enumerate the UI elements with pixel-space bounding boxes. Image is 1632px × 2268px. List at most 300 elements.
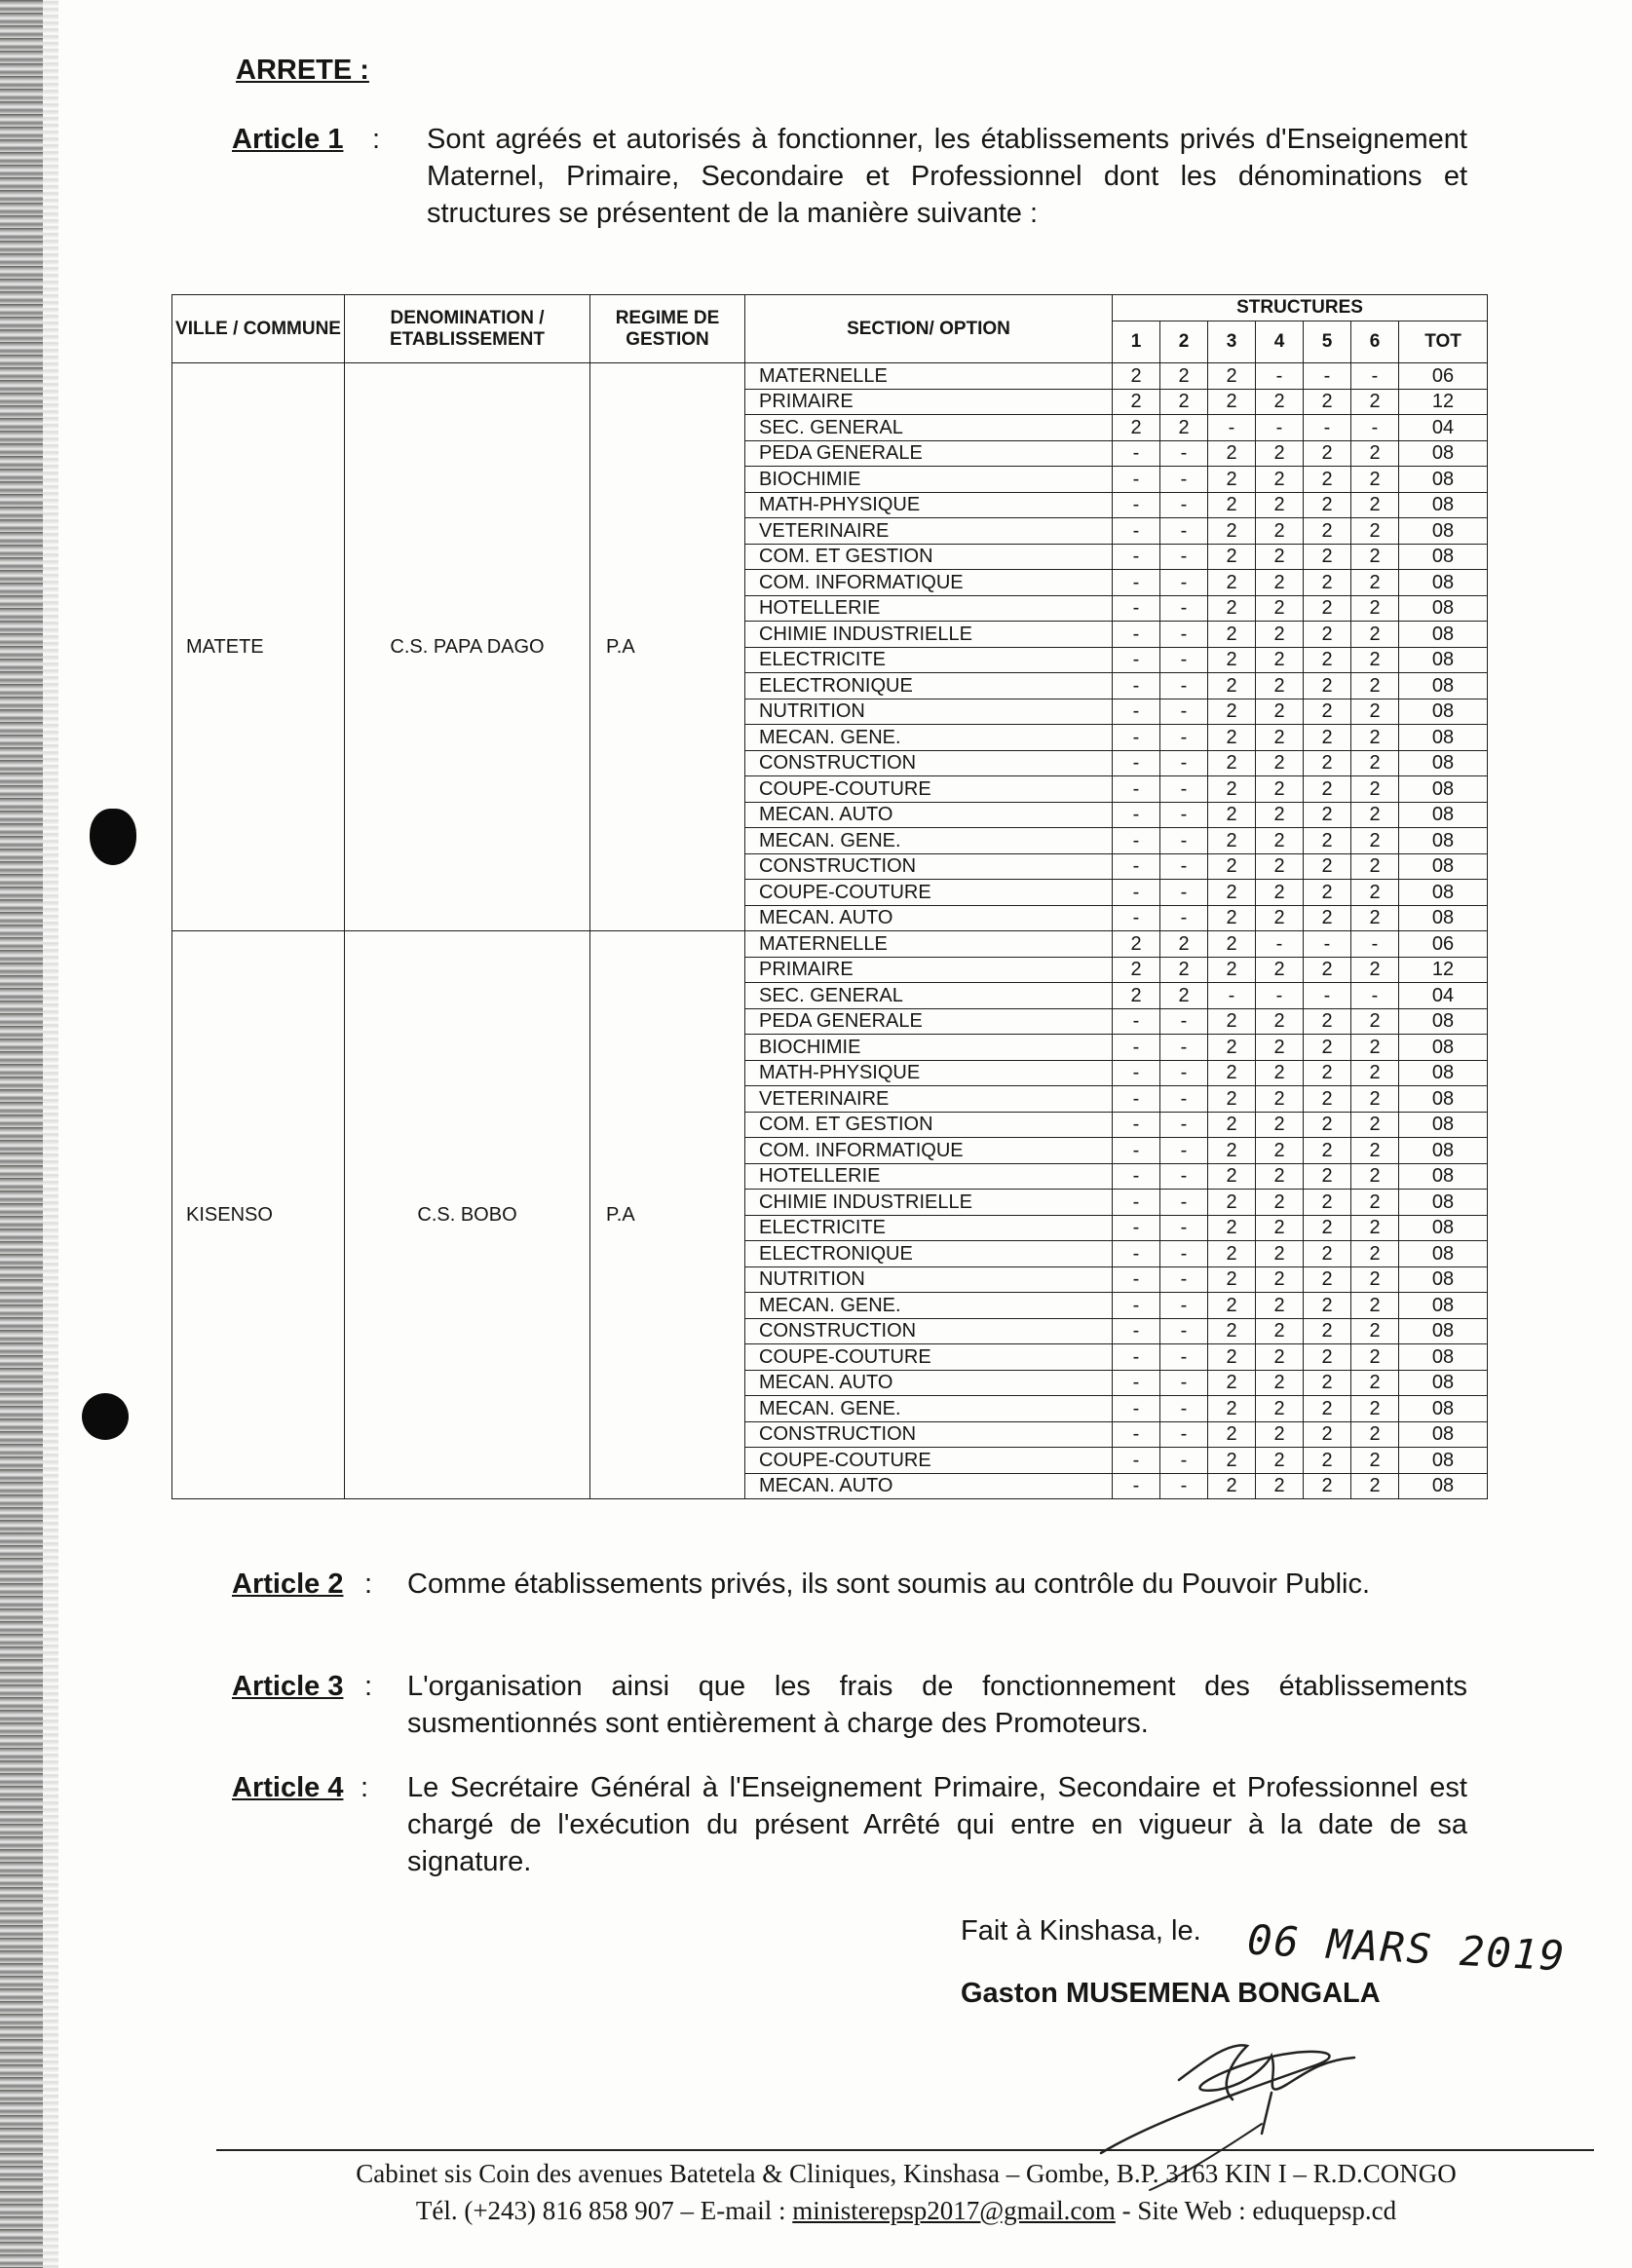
cell-structure-1: - xyxy=(1113,1035,1160,1061)
cell-structure-1: 2 xyxy=(1113,957,1160,983)
cell-structure-5: 2 xyxy=(1304,802,1351,828)
cell-section: COUPE-COUTURE xyxy=(745,880,1113,906)
cell-section: CONSTRUCTION xyxy=(745,853,1113,880)
cell-total: 08 xyxy=(1399,1008,1488,1035)
cell-structure-3: 2 xyxy=(1208,1086,1256,1113)
cell-structure-4: 2 xyxy=(1256,1318,1304,1344)
cell-structure-5: 2 xyxy=(1304,905,1351,931)
cell-structure-4: - xyxy=(1256,363,1304,390)
cell-structure-1: - xyxy=(1113,1473,1160,1499)
cell-structure-4: 2 xyxy=(1256,699,1304,725)
cell-structure-4: 2 xyxy=(1256,880,1304,906)
cell-section: MECAN. AUTO xyxy=(745,802,1113,828)
cell-section: CONSTRUCTION xyxy=(745,1318,1113,1344)
cell-structure-6: 2 xyxy=(1351,595,1399,622)
punch-hole-upper xyxy=(90,809,136,865)
cell-section: MECAN. GENE. xyxy=(745,1396,1113,1422)
cell-structure-6: 2 xyxy=(1351,1448,1399,1474)
cell-structure-1: - xyxy=(1113,725,1160,751)
cell-structure-4: 2 xyxy=(1256,750,1304,776)
cell-structure-1: - xyxy=(1113,1266,1160,1293)
cell-structure-4: 2 xyxy=(1256,647,1304,673)
cell-structure-1: - xyxy=(1113,802,1160,828)
cell-structure-4: 2 xyxy=(1256,1060,1304,1086)
cell-structure-5: 2 xyxy=(1304,725,1351,751)
cell-structure-2: 2 xyxy=(1160,957,1208,983)
cell-section: MATERNELLE xyxy=(745,363,1113,390)
cell-section: NUTRITION xyxy=(745,699,1113,725)
table-row xyxy=(172,363,1488,390)
cell-structure-5: 2 xyxy=(1304,570,1351,596)
footer-address: Cabinet sis Coin des avenues Batetela & Cliniques, Kinshasa – Gombe, B.P. 3163 KIN I – R.D.CONGO xyxy=(356,2159,1457,2188)
cell-section: PEDA GENERALE xyxy=(745,440,1113,467)
cell-structure-6: 2 xyxy=(1351,1190,1399,1216)
signer-name: Gaston MUSEMENA BONGALA xyxy=(961,1978,1381,2009)
header-denomination: DENOMINATION / ETABLISSEMENT xyxy=(345,295,590,363)
cell-structure-1: - xyxy=(1113,1344,1160,1371)
cell-structure-3: 2 xyxy=(1208,467,1256,493)
cell-structure-3: 2 xyxy=(1208,1215,1256,1241)
cell-structure-2: - xyxy=(1160,1421,1208,1448)
cell-total: 04 xyxy=(1399,415,1488,441)
header-col-6: 6 xyxy=(1351,321,1399,363)
cell-structure-4: 2 xyxy=(1256,1266,1304,1293)
cell-structure-4: 2 xyxy=(1256,544,1304,570)
cell-structure-5: 2 xyxy=(1304,1215,1351,1241)
cell-section: HOTELLERIE xyxy=(745,595,1113,622)
cell-structure-5: 2 xyxy=(1304,467,1351,493)
cell-total: 04 xyxy=(1399,983,1488,1009)
cell-structure-1: - xyxy=(1113,622,1160,648)
cell-structure-1: - xyxy=(1113,595,1160,622)
cell-structure-6: 2 xyxy=(1351,492,1399,518)
header-regime: REGIME DE GESTION xyxy=(590,295,745,363)
cell-structure-4: 2 xyxy=(1256,570,1304,596)
cell-structure-3: 2 xyxy=(1208,673,1256,699)
cell-structure-4: 2 xyxy=(1256,1344,1304,1371)
header-structures: STRUCTURES xyxy=(1113,295,1488,321)
cell-structure-4: - xyxy=(1256,931,1304,958)
cell-structure-1: - xyxy=(1113,905,1160,931)
cell-total: 08 xyxy=(1399,725,1488,751)
cell-structure-6: - xyxy=(1351,931,1399,958)
cell-section: VETERINAIRE xyxy=(745,1086,1113,1113)
cell-structure-4: - xyxy=(1256,415,1304,441)
table-row xyxy=(172,931,1488,958)
cell-structure-3: 2 xyxy=(1208,699,1256,725)
cell-structure-5: 2 xyxy=(1304,1190,1351,1216)
cell-total: 08 xyxy=(1399,570,1488,596)
cell-total: 08 xyxy=(1399,544,1488,570)
cell-structure-2: - xyxy=(1160,467,1208,493)
cell-structure-3: 2 xyxy=(1208,1266,1256,1293)
article-4-text: Le Secrétaire Général à l'Enseignement Primaire, Secondaire et Professionnel est chargé de l'exécution du présent Arrêté qui entre en vigueur à la date de sa signature. xyxy=(407,1772,1467,1877)
cell-structure-4: 2 xyxy=(1256,776,1304,803)
cell-regime: P.A xyxy=(590,931,745,1499)
cell-total: 08 xyxy=(1399,750,1488,776)
cell-section: CONSTRUCTION xyxy=(745,1421,1113,1448)
cell-structure-1: - xyxy=(1113,776,1160,803)
article-1-colon: : xyxy=(372,124,381,155)
cell-structure-5: 2 xyxy=(1304,699,1351,725)
article-3-colon: : xyxy=(364,1671,373,1702)
cell-structure-3: 2 xyxy=(1208,1112,1256,1138)
cell-section: COM. ET GESTION xyxy=(745,1112,1113,1138)
cell-structure-5: 2 xyxy=(1304,647,1351,673)
article-4-colon: : xyxy=(361,1772,369,1803)
cell-structure-6: 2 xyxy=(1351,544,1399,570)
footer-rule xyxy=(216,2149,1594,2151)
cell-structure-1: - xyxy=(1113,1370,1160,1396)
cell-structure-3: 2 xyxy=(1208,1060,1256,1086)
cell-structure-1: - xyxy=(1113,828,1160,854)
footer-contact xyxy=(195,2196,1617,2226)
cell-etablissement: C.S. PAPA DAGO xyxy=(345,363,590,931)
cell-structure-6: 2 xyxy=(1351,725,1399,751)
cell-structure-2: - xyxy=(1160,518,1208,545)
cell-structure-5: 2 xyxy=(1304,1241,1351,1267)
cell-section: SEC. GENERAL xyxy=(745,415,1113,441)
cell-section: NUTRITION xyxy=(745,1266,1113,1293)
cell-structure-3: 2 xyxy=(1208,1035,1256,1061)
cell-structure-2: - xyxy=(1160,492,1208,518)
footer-email-link[interactable]: ministerepsp2017@gmail.com xyxy=(792,2196,1116,2225)
cell-structure-6: 2 xyxy=(1351,673,1399,699)
cell-section: PRIMAIRE xyxy=(745,389,1113,415)
cell-structure-6: 2 xyxy=(1351,1112,1399,1138)
cell-structure-1: - xyxy=(1113,673,1160,699)
header-col-1: 1 xyxy=(1113,321,1160,363)
cell-total: 08 xyxy=(1399,1112,1488,1138)
cell-structure-2: - xyxy=(1160,1344,1208,1371)
cell-structure-1: - xyxy=(1113,1060,1160,1086)
cell-structure-6: 2 xyxy=(1351,1370,1399,1396)
cell-total: 06 xyxy=(1399,931,1488,958)
cell-structure-6: 2 xyxy=(1351,802,1399,828)
cell-structure-1: - xyxy=(1113,1008,1160,1035)
cell-total: 08 xyxy=(1399,467,1488,493)
cell-structure-5: 2 xyxy=(1304,492,1351,518)
cell-structure-2: - xyxy=(1160,1241,1208,1267)
cell-structure-2: - xyxy=(1160,1215,1208,1241)
cell-structure-4: 2 xyxy=(1256,1112,1304,1138)
cell-structure-3: 2 xyxy=(1208,1473,1256,1499)
cell-structure-4: 2 xyxy=(1256,1448,1304,1474)
article-2-label: Article 2 xyxy=(232,1569,344,1600)
cell-structure-6: - xyxy=(1351,415,1399,441)
cell-total: 08 xyxy=(1399,1060,1488,1086)
cell-structure-4: 2 xyxy=(1256,1241,1304,1267)
scan-edge-shadow xyxy=(0,0,43,2268)
cell-structure-6: 2 xyxy=(1351,1086,1399,1113)
cell-structure-1: - xyxy=(1113,1318,1160,1344)
cell-structure-3: 2 xyxy=(1208,1241,1256,1267)
cell-structure-5: 2 xyxy=(1304,880,1351,906)
cell-structure-2: - xyxy=(1160,1008,1208,1035)
cell-total: 08 xyxy=(1399,1293,1488,1319)
cell-structure-6: 2 xyxy=(1351,957,1399,983)
cell-structure-5: 2 xyxy=(1304,1473,1351,1499)
cell-structure-3: 2 xyxy=(1208,363,1256,390)
cell-structure-2: - xyxy=(1160,750,1208,776)
article-1-label: Article 1 xyxy=(232,124,344,155)
article-2-text: Comme établissements privés, ils sont soumis au contrôle du Pouvoir Public. xyxy=(407,1569,1371,1600)
cell-structure-4: 2 xyxy=(1256,1370,1304,1396)
cell-structure-2: - xyxy=(1160,1060,1208,1086)
cell-structure-1: - xyxy=(1113,647,1160,673)
cell-structure-6: 2 xyxy=(1351,1241,1399,1267)
cell-structure-4: 2 xyxy=(1256,1396,1304,1422)
cell-structure-2: - xyxy=(1160,544,1208,570)
cell-structure-1: - xyxy=(1113,1190,1160,1216)
cell-structure-2: - xyxy=(1160,1138,1208,1164)
cell-total: 08 xyxy=(1399,1190,1488,1216)
article-2-colon: : xyxy=(364,1569,373,1600)
cell-section: COUPE-COUTURE xyxy=(745,776,1113,803)
cell-structure-2: - xyxy=(1160,1266,1208,1293)
article-3-text: L'organisation ainsi que les frais de fonctionnement des établissements susmentionnés sont entièrement à charge des Promoteurs. xyxy=(407,1671,1467,1739)
cell-structure-1: 2 xyxy=(1113,983,1160,1009)
cell-structure-5: 2 xyxy=(1304,1318,1351,1344)
cell-structure-1: 2 xyxy=(1113,931,1160,958)
cell-structure-5: 2 xyxy=(1304,673,1351,699)
article-4-label: Article 4 xyxy=(232,1772,344,1803)
cell-structure-4: 2 xyxy=(1256,673,1304,699)
cell-structure-5: 2 xyxy=(1304,1086,1351,1113)
cell-structure-1: 2 xyxy=(1113,389,1160,415)
cell-structure-5: 2 xyxy=(1304,1370,1351,1396)
cell-structure-6: 2 xyxy=(1351,518,1399,545)
cell-section: COUPE-COUTURE xyxy=(745,1448,1113,1474)
header-section: SECTION/ OPTION xyxy=(745,295,1113,363)
scan-edge-shadow-light xyxy=(43,0,58,2268)
cell-structure-3: 2 xyxy=(1208,802,1256,828)
cell-structure-2: - xyxy=(1160,673,1208,699)
cell-section: ELECTRICITE xyxy=(745,647,1113,673)
cell-total: 08 xyxy=(1399,647,1488,673)
cell-structure-3: 2 xyxy=(1208,853,1256,880)
cell-structure-6: 2 xyxy=(1351,905,1399,931)
cell-structure-4: 2 xyxy=(1256,467,1304,493)
cell-structure-6: 2 xyxy=(1351,699,1399,725)
cell-total: 08 xyxy=(1399,1421,1488,1448)
cell-structure-1: - xyxy=(1113,750,1160,776)
cell-structure-3: 2 xyxy=(1208,776,1256,803)
cell-structure-4: 2 xyxy=(1256,1473,1304,1499)
cell-structure-4: 2 xyxy=(1256,1035,1304,1061)
cell-structure-2: - xyxy=(1160,853,1208,880)
cell-structure-2: - xyxy=(1160,1163,1208,1190)
header-col-tot: TOT xyxy=(1399,321,1488,363)
cell-structure-3: 2 xyxy=(1208,544,1256,570)
cell-structure-1: - xyxy=(1113,1421,1160,1448)
cell-structure-3: 2 xyxy=(1208,828,1256,854)
cell-structure-4: 2 xyxy=(1256,1293,1304,1319)
cell-structure-6: 2 xyxy=(1351,647,1399,673)
cell-structure-6: 2 xyxy=(1351,389,1399,415)
cell-structure-4: 2 xyxy=(1256,802,1304,828)
cell-section: MECAN. AUTO xyxy=(745,1370,1113,1396)
cell-structure-2: - xyxy=(1160,647,1208,673)
header-ville: VILLE / COMMUNE xyxy=(172,295,345,363)
cell-structure-1: - xyxy=(1113,1396,1160,1422)
cell-structure-3: 2 xyxy=(1208,595,1256,622)
cell-section: ELECTRICITE xyxy=(745,1215,1113,1241)
cell-structure-5: - xyxy=(1304,363,1351,390)
cell-structure-1: - xyxy=(1113,467,1160,493)
cell-structure-2: - xyxy=(1160,595,1208,622)
cell-structure-3: 2 xyxy=(1208,647,1256,673)
cell-structure-3: 2 xyxy=(1208,1293,1256,1319)
cell-total: 08 xyxy=(1399,880,1488,906)
cell-total: 08 xyxy=(1399,1396,1488,1422)
cell-structure-5: - xyxy=(1304,415,1351,441)
fait-a-kinshasa: Fait à Kinshasa, le. xyxy=(961,1915,1201,1947)
cell-section: MATH-PHYSIQUE xyxy=(745,1060,1113,1086)
header-col-2: 2 xyxy=(1160,321,1208,363)
cell-section: COM. INFORMATIQUE xyxy=(745,1138,1113,1164)
cell-section: VETERINAIRE xyxy=(745,518,1113,545)
cell-section: PEDA GENERALE xyxy=(745,1008,1113,1035)
cell-structure-3: 2 xyxy=(1208,1008,1256,1035)
cell-structure-5: 2 xyxy=(1304,1008,1351,1035)
cell-structure-4: 2 xyxy=(1256,440,1304,467)
date-stamp: 06 MARS 2019 xyxy=(1245,1915,1568,1981)
cell-section: CONSTRUCTION xyxy=(745,750,1113,776)
cell-structure-6: 2 xyxy=(1351,1293,1399,1319)
cell-structure-4: 2 xyxy=(1256,622,1304,648)
cell-structure-3: 2 xyxy=(1208,931,1256,958)
cell-total: 08 xyxy=(1399,699,1488,725)
cell-structure-1: - xyxy=(1113,544,1160,570)
cell-section: MECAN. GENE. xyxy=(745,828,1113,854)
cell-structure-3: 2 xyxy=(1208,725,1256,751)
cell-structure-3: 2 xyxy=(1208,957,1256,983)
cell-structure-2: - xyxy=(1160,570,1208,596)
header-col-5: 5 xyxy=(1304,321,1351,363)
cell-section: MATERNELLE xyxy=(745,931,1113,958)
cell-structure-3: 2 xyxy=(1208,750,1256,776)
cell-structure-5: 2 xyxy=(1304,957,1351,983)
cell-total: 08 xyxy=(1399,673,1488,699)
cell-structure-3: 2 xyxy=(1208,389,1256,415)
cell-total: 08 xyxy=(1399,1215,1488,1241)
cell-section: MECAN. AUTO xyxy=(745,1473,1113,1499)
cell-structure-5: - xyxy=(1304,931,1351,958)
cell-structure-2: - xyxy=(1160,905,1208,931)
cell-total: 08 xyxy=(1399,853,1488,880)
cell-section: HOTELLERIE xyxy=(745,1163,1113,1190)
cell-structure-2: - xyxy=(1160,725,1208,751)
cell-structure-5: 2 xyxy=(1304,853,1351,880)
cell-section: COM. INFORMATIQUE xyxy=(745,570,1113,596)
cell-total: 12 xyxy=(1399,389,1488,415)
cell-structure-6: 2 xyxy=(1351,1396,1399,1422)
article-1-text: Sont agréés et autorisés à fonctionner, les établissements privés d'Enseignement Maternel, Primaire, Secondaire et Professionnel dont les dénominations et structures se présentent de la manière suivante : xyxy=(427,124,1467,229)
cell-structure-4: 2 xyxy=(1256,1163,1304,1190)
cell-section: ELECTRONIQUE xyxy=(745,1241,1113,1267)
cell-structure-5: 2 xyxy=(1304,776,1351,803)
cell-structure-2: - xyxy=(1160,1396,1208,1422)
cell-ville: MATETE xyxy=(172,363,345,931)
cell-structure-2: - xyxy=(1160,880,1208,906)
cell-structure-5: 2 xyxy=(1304,622,1351,648)
cell-section: BIOCHIMIE xyxy=(745,467,1113,493)
cell-structure-6: 2 xyxy=(1351,750,1399,776)
cell-total: 08 xyxy=(1399,905,1488,931)
cell-structure-5: 2 xyxy=(1304,1112,1351,1138)
cell-structure-5: 2 xyxy=(1304,544,1351,570)
header-col-3: 3 xyxy=(1208,321,1256,363)
cell-total: 08 xyxy=(1399,1473,1488,1499)
cell-structure-1: - xyxy=(1113,880,1160,906)
cell-structure-4: - xyxy=(1256,983,1304,1009)
cell-structure-6: 2 xyxy=(1351,1318,1399,1344)
cell-structure-6: 2 xyxy=(1351,1138,1399,1164)
cell-structure-5: 2 xyxy=(1304,518,1351,545)
cell-structure-5: 2 xyxy=(1304,1421,1351,1448)
cell-structure-3: 2 xyxy=(1208,570,1256,596)
cell-structure-2: 2 xyxy=(1160,983,1208,1009)
cell-total: 08 xyxy=(1399,1344,1488,1371)
cell-structure-6: 2 xyxy=(1351,1344,1399,1371)
cell-structure-4: 2 xyxy=(1256,518,1304,545)
cell-structure-3: 2 xyxy=(1208,518,1256,545)
cell-section: MECAN. GENE. xyxy=(745,1293,1113,1319)
cell-total: 08 xyxy=(1399,440,1488,467)
cell-structure-2: - xyxy=(1160,440,1208,467)
cell-structure-4: 2 xyxy=(1256,1138,1304,1164)
cell-structure-5: 2 xyxy=(1304,1396,1351,1422)
cell-structure-5: 2 xyxy=(1304,1293,1351,1319)
document-heading: ARRETE : xyxy=(236,55,369,86)
footer-tel: Tél. (+243) 816 858 907 – E-mail : xyxy=(415,2196,793,2225)
cell-structure-2: - xyxy=(1160,1448,1208,1474)
cell-structure-6: 2 xyxy=(1351,1035,1399,1061)
cell-total: 08 xyxy=(1399,1035,1488,1061)
cell-structure-3: 2 xyxy=(1208,880,1256,906)
cell-structure-1: - xyxy=(1113,1215,1160,1241)
cell-structure-3: 2 xyxy=(1208,1318,1256,1344)
cell-structure-1: 2 xyxy=(1113,363,1160,390)
article-3-label: Article 3 xyxy=(232,1671,344,1702)
cell-etablissement: C.S. BOBO xyxy=(345,931,590,1499)
cell-total: 08 xyxy=(1399,802,1488,828)
cell-structure-6: 2 xyxy=(1351,880,1399,906)
cell-total: 08 xyxy=(1399,492,1488,518)
cell-total: 08 xyxy=(1399,776,1488,803)
cell-structure-5: 2 xyxy=(1304,595,1351,622)
cell-total: 08 xyxy=(1399,1266,1488,1293)
cell-structure-3: 2 xyxy=(1208,622,1256,648)
cell-structure-5: 2 xyxy=(1304,389,1351,415)
cell-structure-6: 2 xyxy=(1351,1163,1399,1190)
cell-structure-5: 2 xyxy=(1304,750,1351,776)
cell-total: 06 xyxy=(1399,363,1488,390)
cell-structure-6: 2 xyxy=(1351,570,1399,596)
cell-structure-5: 2 xyxy=(1304,1060,1351,1086)
cell-structure-4: 2 xyxy=(1256,725,1304,751)
cell-structure-2: - xyxy=(1160,1035,1208,1061)
cell-structure-5: 2 xyxy=(1304,1138,1351,1164)
cell-structure-6: 2 xyxy=(1351,1008,1399,1035)
punch-hole-lower xyxy=(82,1393,129,1440)
cell-regime: P.A xyxy=(590,363,745,931)
cell-total: 08 xyxy=(1399,1318,1488,1344)
cell-structure-2: - xyxy=(1160,1293,1208,1319)
cell-structure-4: 2 xyxy=(1256,905,1304,931)
cell-structure-4: 2 xyxy=(1256,828,1304,854)
